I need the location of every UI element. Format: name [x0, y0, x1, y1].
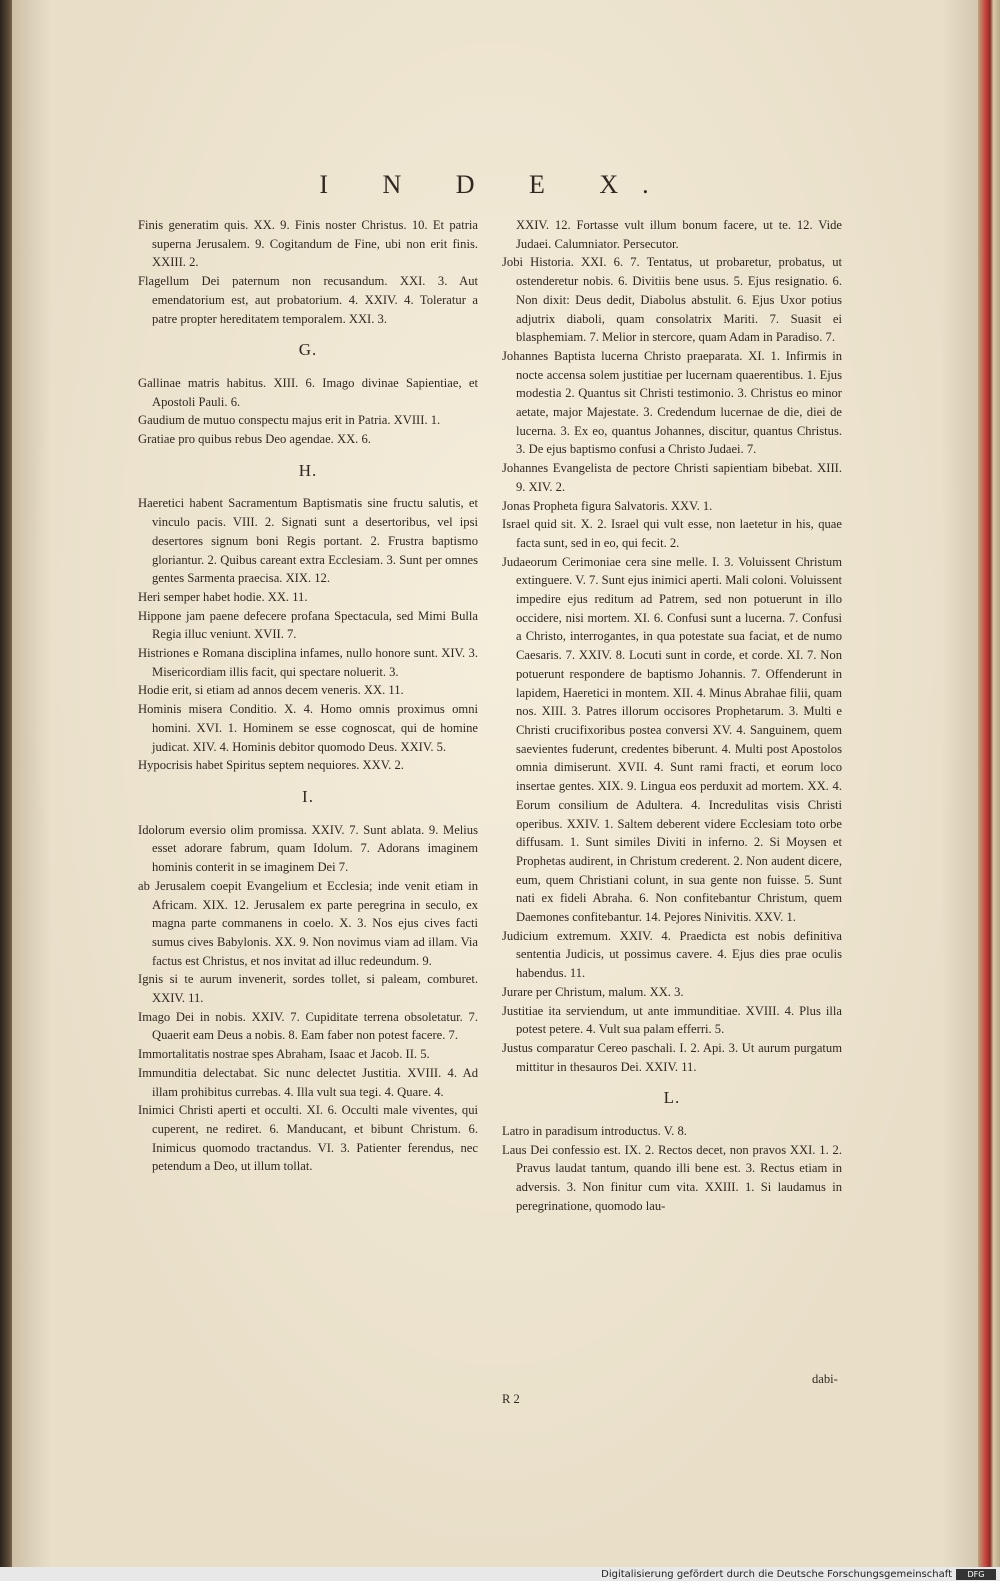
index-entry: Judicium extremum. XXIV. 4. Praedicta est nobis definitiva sententia Judicis, ut possimus cavere. 4. Ejus dies prae oculis habendus. 11.: [502, 928, 842, 981]
index-entry: Hippone jam paene defecere profana Spectacula, sed Mimi Bulla Regia illuc veniunt. XVII. 7.: [138, 608, 478, 642]
index-entry: Hodie erit, si etiam ad annos decem veneris. XX. 11.: [138, 683, 404, 698]
index-entry: Finis generatim quis. XX. 9. Finis noster Christus. 10. Et patria superna Jerusalem. 9. Cogitandum de Fine, ubi non erit finis. XXIII. 2.: [138, 218, 478, 270]
index-entry: Gratiae pro quibus rebus Deo agendae. XX. 6.: [138, 432, 371, 447]
footer-bar: [0, 1567, 1000, 1581]
index-entry: Ignis si te aurum invenerit, sordes tollet, si paleam, comburet. XXIV. 11.: [138, 972, 478, 1006]
index-entry: Haeretici habent Sacramentum Baptismatis sine fructu salutis, et vinculo pacis. VIII. 2. Signati sunt a desertoribus, vel ipsi desertores signum boni Regis portant. 2. Frustra baptismo gloriantur. 2. Quibus careant extra Ecclesiam. 3. Sunt per omnes gentes Sarmenta praecisa. XIX. 12.: [138, 496, 478, 586]
index-entry: Heri semper habet hodie. XX. 11.: [138, 589, 308, 604]
index-entry: Johannes Evangelista de pectore Christi sapientiam bibebat. XIII. 9. XIV. 2.: [502, 461, 842, 494]
index-entry: Flagellum Dei paternum non recusandum. XXI. 3. Aut emendatorium est, aut probatorium. 4. XXIV. 4. Toleratur a patre propter hereditatem temporalem. XXI. 3.: [138, 274, 478, 326]
index-entry: ab Jerusalem coepit Evangelium et Ecclesia; inde venit etiam in Africam. XIX. 12. Jerusalem ex parte peregrina in seculo, ex magna parte commanens in coelo. X. 3. Nos ejus cives facti sumus cives Babylonis. XX. 9. Non novimus viam ad illam. Via factus est Christus, et nos invitat ad illuc redeundum. 9.: [138, 878, 478, 968]
index-entry: Judaeorum Cerimoniae cera sine melle. I. 3. Voluissent Christum extinguere. V. 7. Sunt ejus inimici aperti. Mali coloni. Voluissent impedire ejus reditum ad Patrem, sed non potuerunt in illo occidere, nisi mortem. XI. 6. Confusi sunt a lucerna. 7. Confusi a Christo, interrogantes, in qua potestate sua faciat, et de numo Caesaris. 7. XXIV. 8. Locuti sunt in corde, et corde. XI. 7. Non potuerunt respondere de baptismo Johannis. 7. Offenderunt in lapidem, Haeretici in montem. XII. 4. Minus Abrahae filii, quam nos. XIII. 3. Patres illorum occisores Prophetarum. 3. Multi e Christi crucifixoribus postea conversi XV. 4. Sanguinem, quem saevientes fuderunt, credentes biberunt. 4. Multi post Apostolos omnia dimiserunt. XVII. 4. Sunt rami fracti, et eorum loco insertae gentes. XIX. 9. Lingua eos perduxit ad mortem. XX. 4. Eorum consilium de Adultera. 4. Incredulitas visis Christi operibus. XXIV. 1. Saltem deberent videre Ecclesiam toto orbe diffusam. 1. Sunt similes Diviti in inferno. 2. Si Moysen et Prophetas audirent, in Christum crederent. 2. Non audent dicere, eum, quem Christiani colunt, in sua gente non fuisse. 5. Sunt nati ex fideli Abraha. 6. Non confitebantur Christum, quem Daemones confitebantur. 14. Pejores Ninivitis. XXV. 1.: [502, 554, 842, 925]
index-entry: Gallinae matris habitus. XIII. 6. Imago divinae Sapientiae, et Apostoli Pauli. 6.: [138, 375, 478, 409]
index-entry: Imago Dei in nobis. XXIV. 7. Cupiditate terrena obsoletatur. 7. Quaerit eam Deus a nobis. 8. Eam faber non potest facere. 7.: [138, 1009, 478, 1043]
index-entry: Laus Dei confessio est. IX. 2. Rectos decet, non pravos XXI. 1. 2. Pravus laudat tantum, quando illi bene est. 3. Rectus etiam in adversis. 3. Non finitur cum vita. XXIII. 1. Si laudamus in peregrinatione, quomodo lau-: [502, 1142, 842, 1213]
section-letter: L.: [663, 1088, 681, 1108]
index-entry: Jobi Historia. XXI. 6. 7. Tentatus, ut probaretur, probatus, ut ostenderetur nobis. 6. Divitiis bene usus. 5. Ejus resignatio. 6. Non dixit: Deus dedit, Diabolus abstulit. 6. Ejus Uxor potius adjutrix diaboli, quam consolatrix Mariti. 7. Suasit ei blasphemiam. 7. Melior in stercore, quam Adam in Paradiso. 7.: [502, 255, 842, 345]
index-entry: Histriones e Romana disciplina infames, nullo honore sunt. XIV. 3. Misericordiam illis facit, qui spectare noluerit. 3.: [138, 646, 478, 679]
section-letter: H.: [298, 460, 318, 480]
right-column: [502, 216, 842, 1216]
footer-credit: Digitalisierung gefördert durch die Deutsche Forschungsgemeinschaft: [601, 1569, 952, 1580]
index-entry: Immortalitatis nostrae spes Abraham, Isaac et Jacob. II. 5.: [138, 1047, 430, 1062]
book-page: [12, 0, 980, 1568]
index-entry: Latro in paradisum introductus. V. 8.: [502, 1124, 687, 1139]
section-letter: I.: [302, 786, 314, 806]
index-entry: Justus comparatur Cereo paschali. I. 2. Api. 3. Ut aurum purgatum mittitur in thesauros Dei. XXIV. 11.: [502, 1040, 842, 1074]
page-title: I N D E X.: [319, 170, 673, 199]
index-entry: Inimici Christi aperti et occulti. XI. 6. Occulti male viventes, qui cuperent, ne rediret. 6. Manducant, et bibunt Christum. 6. Inimicus quomodo tractandus. VI. 3. Patienter ferendus, nec petendum a Deo, ut illum tollat.: [138, 1103, 478, 1174]
catchword: dabi-: [812, 1372, 838, 1386]
index-entry: Hypocrisis habet Spiritus septem nequiores. XXV. 2.: [138, 758, 404, 773]
index-entry: Gaudium de mutuo conspectu majus erit in Patria. XVIII. 1.: [138, 413, 441, 428]
index-entry: Justitiae ita serviendum, ut ante immunditiae. XVIII. 4. Plus illa potest petere. 4. Vult sua palam efferri. 5.: [502, 1003, 842, 1037]
index-entry: XXIV. 12. Fortasse vult illum bonum facere, ut te. 12. Vide Judaei. Calumniator. Persecutor.: [516, 218, 842, 251]
index-entry: Johannes Baptista lucerna Christo praeparata. XI. 1. Infirmis in nocte accensa solem justitiae per lucernam quaerentibus. 1. Ejus modestia 2. Quantus sit Christi testimonio. 3. Christus eo minor aetate, major Majestate. 3. Credendum lucernae de die, diei de lucerna. 3. Ex eo, quantus Johannes, discitur, quantus Christus. 3. De ejus baptismo confusi a Christo Judaei. 7.: [502, 348, 842, 457]
index-entry: Jurare per Christum, malum. XX. 3.: [502, 984, 684, 999]
index-entry: Israel quid sit. X. 2. Israel qui vult esse, non laetetur in his, quae facta sunt, sed in eo, qui fecit. 2.: [502, 517, 842, 550]
index-entry: Idolorum eversio olim promissa. XXIV. 7. Sunt ablata. 9. Melius esset adorare fabrum, quam Idolum. 7. Adorans imaginem hominis conterit in se imaginem Dei 7.: [138, 822, 478, 875]
book-edge-right: [978, 0, 1000, 1581]
index-entry: Jonas Propheta figura Salvatoris. XXV. 1.: [502, 498, 713, 513]
left-column: [138, 216, 478, 1176]
section-letter: G.: [298, 340, 318, 360]
index-entry: Immunditia delectabat. Sic nunc delectet Justitia. XVIII. 4. Ad illam prohibitus currebas. 4. Illa vult sua tegi. 4. Quare. 4.: [138, 1065, 478, 1099]
dfg-logo-icon: DFG: [956, 1569, 996, 1580]
signature-mark: R 2: [502, 1392, 520, 1406]
index-entry: Hominis misera Conditio. X. 4. Homo omnis proximus omni homini. XVI. 1. Hominem se esse cognoscat, qui de homine judicat. XIV. 4. Hominis debitor quomodo Deus. XXIV. 5.: [138, 702, 478, 754]
